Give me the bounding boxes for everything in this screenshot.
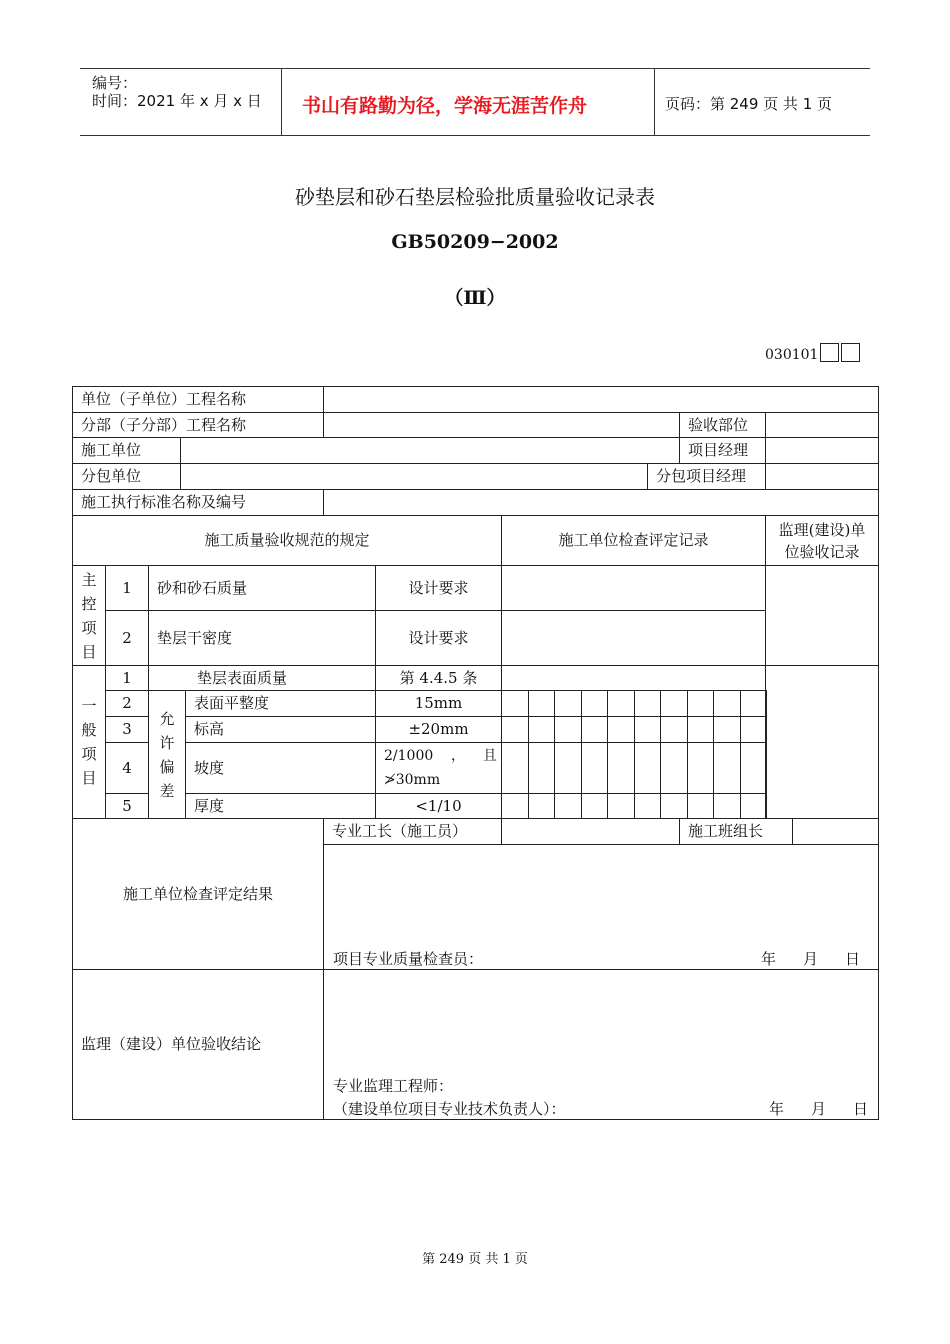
measurement-cell[interactable] <box>607 716 635 743</box>
page-footer: 第 249 页 共 1 页 <box>422 1252 528 1267</box>
contractor-field[interactable] <box>180 437 680 464</box>
measurement-cell[interactable] <box>713 716 741 743</box>
date-day: 日 <box>845 950 861 968</box>
check-record-column-header: 施工单位检查评定记录 <box>501 515 766 566</box>
header-divider <box>654 68 655 136</box>
unit-name-label: 单位（子单位）工程名称 <box>72 386 324 413</box>
measurement-cell[interactable] <box>634 716 661 743</box>
label-char: 偏 <box>159 757 175 776</box>
acceptance-part-field[interactable] <box>765 412 879 438</box>
row-number: 2 <box>105 690 149 717</box>
measurement-cell[interactable] <box>660 742 688 794</box>
foreman-field[interactable] <box>501 818 680 845</box>
measurement-cell[interactable] <box>501 716 529 743</box>
date-year: 年 <box>761 950 777 968</box>
measurement-cell[interactable] <box>607 690 635 717</box>
measurement-cell[interactable] <box>528 793 555 819</box>
header-bottom-rule <box>80 135 870 136</box>
label-char: 差 <box>159 781 175 800</box>
check-record-cell[interactable] <box>501 565 766 611</box>
label-char: 主 <box>81 570 97 589</box>
item-requirement: <1/10 <box>375 793 502 819</box>
item-requirement: 设计要求 <box>375 565 502 611</box>
spec-column-header: 施工质量验收规范的规定 <box>72 515 502 566</box>
measurement-cell[interactable] <box>740 690 767 717</box>
date-day: 日 <box>853 1100 869 1118</box>
item-requirement: 15mm <box>375 690 502 717</box>
measurement-cell[interactable] <box>501 742 529 794</box>
date-month: 月 <box>803 950 819 968</box>
measurement-cell[interactable] <box>687 742 714 794</box>
requirement-line: 2/1000 ， 且 <box>384 748 497 764</box>
measurement-cell[interactable] <box>740 793 767 819</box>
header-top-rule <box>80 68 870 69</box>
main-control-label <box>72 565 106 666</box>
measurement-cell[interactable] <box>528 690 555 717</box>
acceptance-part-label: 验收部位 <box>679 412 766 438</box>
measurement-cell[interactable] <box>687 716 714 743</box>
measurement-cell[interactable] <box>581 793 608 819</box>
measurement-cell[interactable] <box>713 690 741 717</box>
measurement-cell[interactable] <box>607 742 635 794</box>
measurement-cell[interactable] <box>554 793 582 819</box>
item-requirement <box>375 742 502 794</box>
row-number: 1 <box>105 665 149 691</box>
tolerance-label <box>148 690 186 819</box>
form-code-text: 030101 <box>765 347 819 363</box>
measurement-cell[interactable] <box>687 793 714 819</box>
owner-rep-label: （建设单位项目专业技术负责人）： <box>333 1100 566 1118</box>
measurement-cell[interactable] <box>581 716 608 743</box>
doc-number-label: 编号： <box>92 74 138 92</box>
supervision-record-cell[interactable] <box>765 565 879 666</box>
measurement-cell[interactable] <box>740 742 767 794</box>
doc-time-label: 时间：2021 年 x 月 x 日 <box>92 92 262 110</box>
contractor-label: 施工单位 <box>72 437 181 464</box>
team-leader-label: 施工班组长 <box>679 818 793 845</box>
supervision-record-cell[interactable] <box>765 665 879 819</box>
check-record-cell[interactable] <box>501 665 766 691</box>
measurement-cell[interactable] <box>528 742 555 794</box>
contractor-result-label: 施工单位检查评定结果 <box>72 818 324 970</box>
label-char: 目 <box>81 769 97 787</box>
measurement-cell[interactable] <box>501 690 529 717</box>
form-code <box>765 343 860 363</box>
row-number: 4 <box>105 742 149 794</box>
row-number: 5 <box>105 793 149 819</box>
measurement-cell[interactable] <box>660 793 688 819</box>
unit-name-field[interactable] <box>323 386 879 413</box>
supervision-result-label: 监理（建设）单位验收结论 <box>72 969 324 1120</box>
measurement-cell[interactable] <box>554 690 582 717</box>
measurement-cell[interactable] <box>713 793 741 819</box>
item-requirement: ±20mm <box>375 716 502 743</box>
item-name: 砂和砂石质量 <box>148 565 376 611</box>
measurement-cell[interactable] <box>634 690 661 717</box>
code-checkbox[interactable] <box>841 343 860 362</box>
header-divider <box>281 68 282 136</box>
label-char: 项 <box>81 745 97 763</box>
label-char: 项 <box>81 618 97 637</box>
standard-name-field[interactable] <box>323 489 879 516</box>
label-char: 一 <box>81 697 97 715</box>
label-char: 许 <box>159 733 175 752</box>
item-requirement: 设计要求 <box>375 610 502 666</box>
engineer-label: 专业监理工程师： <box>333 1077 454 1095</box>
measurement-cell[interactable] <box>660 690 688 717</box>
document-title: 砂垫层和砂石垫层检验批质量验收记录表 <box>295 185 655 209</box>
item-name: 垫层表面质量 <box>148 665 376 691</box>
item-name: 厚度 <box>185 793 376 819</box>
date-year: 年 <box>769 1100 785 1118</box>
measurement-cell[interactable] <box>501 793 529 819</box>
measurement-cell[interactable] <box>713 742 741 794</box>
measurement-cell[interactable] <box>554 742 582 794</box>
team-leader-field[interactable] <box>792 818 879 845</box>
label-char: 控 <box>81 594 97 613</box>
project-manager-field[interactable] <box>765 437 879 464</box>
subpart-name-field[interactable] <box>323 412 680 438</box>
label-char: 般 <box>81 721 97 739</box>
part-number: （Ⅲ） <box>444 287 506 309</box>
subcontractor-field[interactable] <box>180 463 648 490</box>
foreman-label: 专业工长（施工员） <box>323 818 502 845</box>
item-requirement: 第 4.4.5 条 <box>375 665 502 691</box>
supervision-header-line2: 位验收记录 <box>784 542 860 561</box>
standard-number: GB50209−2002 <box>391 231 559 253</box>
row-number: 2 <box>105 610 149 666</box>
code-checkbox[interactable] <box>820 343 839 362</box>
sub-pm-field[interactable] <box>765 463 879 490</box>
row-number: 3 <box>105 716 149 743</box>
measurement-cell[interactable] <box>554 716 582 743</box>
measurement-cell[interactable] <box>660 716 688 743</box>
check-record-cell[interactable] <box>501 610 766 666</box>
general-items-label <box>72 665 106 819</box>
sub-pm-label: 分包项目经理 <box>647 463 766 490</box>
measurement-cell[interactable] <box>581 742 608 794</box>
subpart-name-label: 分部（子分部）工程名称 <box>72 412 324 438</box>
measurement-cell[interactable] <box>740 716 767 743</box>
requirement-line: ≯30mm <box>384 772 441 788</box>
measurement-cell[interactable] <box>634 793 661 819</box>
date-month: 月 <box>811 1100 827 1118</box>
standard-name-label: 施工执行标准名称及编号 <box>72 489 324 516</box>
item-name: 坡度 <box>185 742 376 794</box>
row-number: 1 <box>105 565 149 611</box>
item-name: 表面平整度 <box>185 690 376 717</box>
item-name: 标高 <box>185 716 376 743</box>
supervision-header-line1: 监理(建设)单 <box>778 520 866 539</box>
inspector-label: 项目专业质量检查员： <box>333 950 484 968</box>
header-motto: 书山有路勤为径，学海无涯苦作舟 <box>302 95 588 117</box>
measurement-cell[interactable] <box>607 793 635 819</box>
measurement-cell[interactable] <box>528 716 555 743</box>
measurement-cell[interactable] <box>634 742 661 794</box>
label-char: 目 <box>81 642 97 661</box>
measurement-cell[interactable] <box>687 690 714 717</box>
item-name: 垫层干密度 <box>148 610 376 666</box>
supervision-column-header <box>765 515 879 566</box>
project-manager-label: 项目经理 <box>679 437 766 464</box>
measurement-cell[interactable] <box>581 690 608 717</box>
label-char: 允 <box>159 709 175 728</box>
header-page-label: 页码：第 249 页 共 1 页 <box>665 95 833 113</box>
subcontractor-label: 分包单位 <box>72 463 181 490</box>
